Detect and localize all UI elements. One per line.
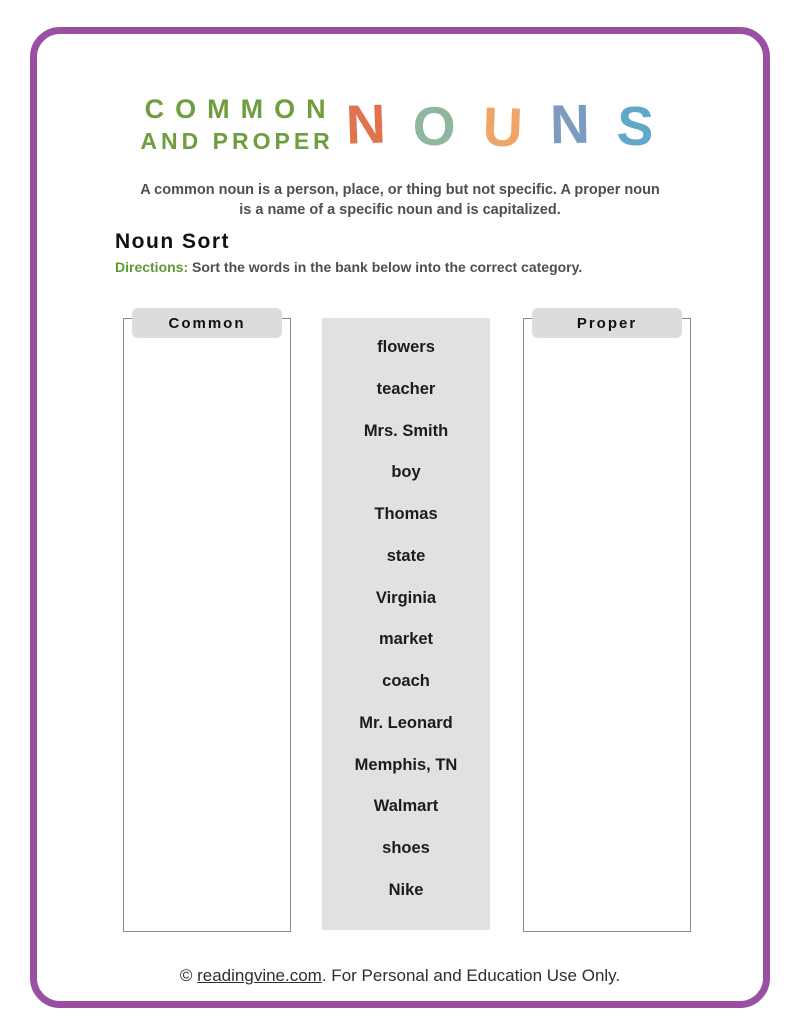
worksheet-title bbox=[0, 92, 800, 159]
word-bank-item: Mrs. Smith bbox=[363, 421, 449, 440]
word-bank-item: coach bbox=[382, 672, 430, 691]
proper-dropzone bbox=[523, 318, 691, 932]
nouns-wordmark bbox=[344, 92, 662, 159]
title-common-text: COMMON bbox=[144, 94, 337, 124]
word-bank bbox=[322, 318, 490, 930]
nouns-letter: N bbox=[344, 92, 393, 156]
word-bank-item: Virginia bbox=[375, 588, 437, 607]
description-line-1: A common noun is a person, place, or thing but not specific. A proper noun bbox=[140, 182, 660, 198]
description-line-2: is a name of a specific noun and is capitalized. bbox=[239, 201, 561, 218]
nouns-letter: N bbox=[549, 92, 597, 156]
proper-header: Proper bbox=[532, 308, 682, 338]
word-bank-item: state bbox=[386, 546, 426, 565]
word-bank-item: Walmart bbox=[373, 797, 439, 816]
title-and-proper-text: AND PROPER bbox=[140, 128, 334, 154]
common-column bbox=[123, 308, 291, 932]
word-bank-item: Memphis, TN bbox=[354, 755, 458, 774]
nouns-letter: U bbox=[481, 95, 530, 159]
directions-text: Sort the words in the bank below into the correct category. bbox=[188, 259, 583, 275]
nouns-letter: O bbox=[412, 95, 462, 157]
directions bbox=[115, 259, 582, 275]
directions-label: Directions: bbox=[115, 259, 189, 275]
title-left-block bbox=[140, 94, 337, 155]
word-bank-item: Thomas bbox=[374, 505, 438, 524]
word-bank-item: Nike bbox=[388, 880, 424, 899]
proper-column bbox=[523, 308, 691, 932]
word-bank-item: market bbox=[378, 630, 434, 649]
word-bank-item: Mr. Leonard bbox=[359, 713, 453, 732]
copyright-prefix: © bbox=[179, 966, 198, 985]
word-bank-item: shoes bbox=[382, 839, 430, 858]
section-title: Noun Sort bbox=[115, 230, 230, 253]
word-bank-item: boy bbox=[391, 463, 421, 482]
nouns-letter: S bbox=[615, 93, 662, 159]
footer-link[interactable]: readingvine.com bbox=[197, 966, 322, 985]
footer-suffix: . For Personal and Education Use Only. bbox=[321, 966, 621, 985]
footer-text bbox=[0, 966, 800, 986]
word-bank-item: flowers bbox=[377, 338, 435, 356]
common-header: Common bbox=[132, 308, 282, 338]
description-text bbox=[0, 181, 800, 220]
word-bank-item: teacher bbox=[376, 379, 436, 398]
common-dropzone bbox=[123, 318, 291, 932]
